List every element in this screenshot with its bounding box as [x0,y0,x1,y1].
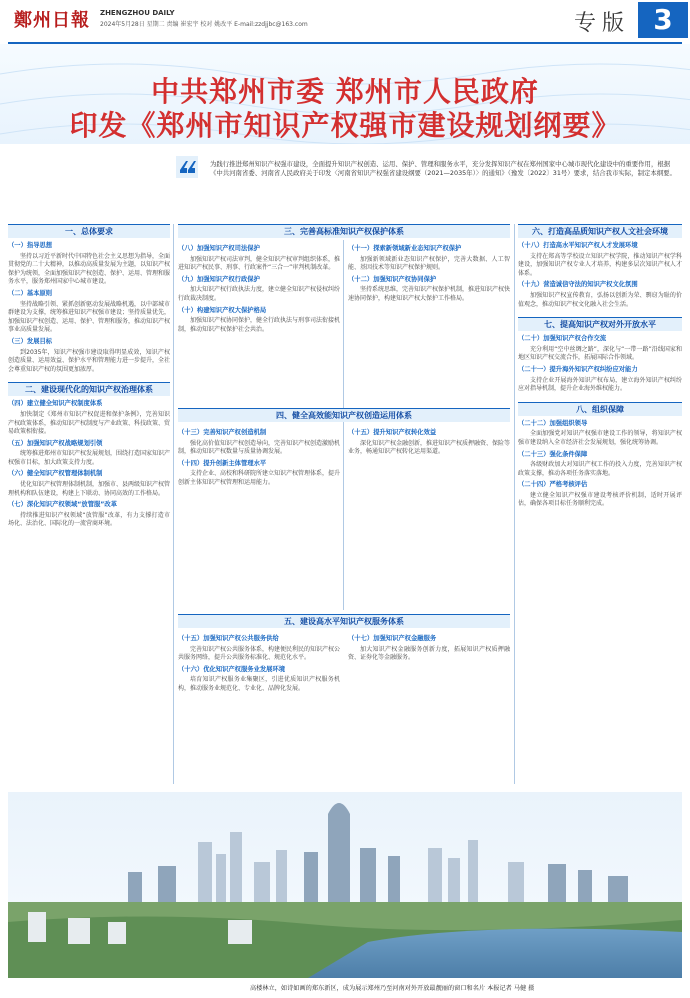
body-text: 充分利用“空中丝绸之路”，深化与“一带一路”沿线国家和地区知识产权交流合作，拓展国际合作领域。 [518,345,682,362]
section-heading: 八、组织保障 [518,402,682,416]
issue-info: 2024年5月28日 星期二 责编 崔宏宇 校对 姚改平 E-mail:zzdjjbc@163.com [100,21,308,28]
body-text: 支持企业、高校和科研院所建立知识产权管理体系，提升创新主体知识产权管理和运用能力。 [178,470,340,486]
subheading: （一）指导思想 [8,242,53,249]
subheading: （十一）探索新领域新业态知识产权保护 [348,245,462,252]
body-text: 加大知识产权行政执法力度，建立健全知识产权侵权纠纷行政裁决制度。 [178,286,340,302]
column-divider [343,240,344,610]
subheading: （十六）优化知识产权服务业发展环境 [178,665,286,673]
body-text: 坚持战略引领、紧抓创新驱动发展战略机遇，以中部城市群建设为支撑，统筹推进知识产权强市建设；坚持质量优先，加强知识产权创造、运用、保护、管理和服务，推动知识产权事业高质量发展。 [8,300,170,334]
section-heading: 二、建设现代化的知识产权治理体系 [8,382,170,396]
subheading: （十七）加强知识产权金融服务 [348,635,437,642]
body-text: 各级财政加大对知识产权工作的投入力度，完善知识产权政策支撑，推动各项任务落实落地。 [518,461,682,477]
photo-caption: 高楼林立，如诗如画的郑东新区，成为展示郑州乃至河南对外开放最靓丽的窗口和名片 本报记者 马健 摄 [250,985,535,992]
city-skyline-photo [8,792,682,978]
subheading: （二十四）严格考核评估 [518,481,588,489]
column-2a [178,242,340,402]
subheading: （二）基本原则 [8,289,53,297]
column-2c [178,426,340,606]
subheading: （五）加强知识产权战略规划引领 [8,439,103,447]
subheading: （十八）打造高水平知识产权人才发展环境 [518,242,638,249]
column-2d [348,426,510,606]
subheading: （六）健全知识产权管理体制机制 [8,470,103,478]
body-text: 加强知识产权宣传教育，弘扬以创新为荣、剽窃为耻的价值观念，推动知识产权文化融入社会生活。 [518,291,682,308]
body-text: 坚持系统思维，完善知识产权保护机制，推进知识产权快速协同保护，构建知识产权大保护工作格局。 [348,286,510,302]
section-label: 专版 [574,11,631,36]
subheading: （二十二）加强组织领导 [518,419,588,427]
body-text: 支持在郑高等学校设立知识产权学院，推动知识产权学科建设，加强知识产权专业人才培养，构建多层次知识产权人才体系。 [518,252,682,277]
section-heading: 三、完善高标准知识产权保护体系 [178,224,510,238]
subheading: （四）建立健全知识产权制度体系 [8,400,103,408]
body-text: 加大知识产权金融服务创新力度，拓展知识产权质押融资、证券化等金融服务。 [348,645,510,662]
body-text: 全面加强党对知识产权强市建设工作的领导，将知识产权强市建设纳入全市经济社会发展规划，强化统筹协调。 [518,430,682,446]
subheading: （十三）完善知识产权创造机制 [178,429,267,436]
subheading: （十五）加强知识产权公共服务供给 [178,635,279,642]
body-text: 统筹推进郑州市知识产权发展规划，围绕打造国家知识产权强市目标，加大政策支持力度。 [8,450,170,466]
masthead [0,0,690,42]
body-text: 加强新领域新业态知识产权保护，完善大数据、人工智能、基因技术等知识产权保护规则。 [348,255,510,272]
subheading: （七）深化知识产权领域“放管服”改革 [8,501,118,509]
column-2-heading-row [178,614,510,630]
subheading: （十）构建知识产权大保护格局 [178,306,267,314]
subheading: （二十）加强知识产权合作交流 [518,335,607,343]
subheading: （十九）营造诚信守法的知识产权文化氛围 [518,281,638,289]
section-heading: 四、健全高效能知识产权创造运用体系 [178,408,510,422]
column-1 [8,224,170,784]
body-text: 完善知识产权公共服务体系，构建便民利民的知识产权公共服务网络，提升公共服务标准化、规范化水平。 [178,645,340,662]
body-text: 建立健全知识产权强市建设考核评价机制，适时开展评估，确保各项目标任务顺利完成。 [518,491,682,508]
subheading: （三）发展目标 [8,337,53,345]
headline-line-2: 印发《郑州市知识产权强市建设规划纲要》 [69,109,621,142]
subheading: （二十一）提升海外知识产权纠纷应对能力 [518,365,638,373]
column-2-heading-row [178,408,510,424]
newspaper-name-en: ZHENGZHOU DAILY [100,9,175,17]
body-text: 加强知识产权协同保护，健全行政执法与刑事司法衔接机制，推动知识产权保护社会共治。 [178,317,340,333]
subheading: （八）加强知识产权司法保护 [178,245,260,252]
subheading: （九）加强知识产权行政保护 [178,275,260,283]
newspaper-logo: 鄭州日報 [14,10,90,31]
body-text: 坚持以习近平新时代中国特色社会主义思想为指导，全面贯彻党的二十大精神，以推动高质量发展为主题，以知识产权保护为统领，全面加强知识产权创造、保护、运用、管理和服务水平，服务郑州国家中心城市建设。 [8,252,170,286]
subheading: （二十三）强化条件保障 [518,450,588,458]
lead-quote-icon [176,156,198,178]
body-text: 到2035年，知识产权强市建设取得明显成效，知识产权创造质量、运用效益、保护水平和管理能力进一步提升，全社会尊重知识产权的氛围更加浓厚。 [8,348,170,373]
column-2e [178,632,340,784]
column-3 [518,224,682,784]
headline-line-1: 中共郑州市委 郑州市人民政府 [151,75,539,108]
column-divider [514,224,515,784]
column-2-heading-row [178,224,510,240]
section-heading: 七、提高知识产权对外开放水平 [518,317,682,331]
subheading: （十五）提升知识产权转化效益 [348,429,437,436]
column-2f [348,632,510,784]
section-heading: 六、打造高品质知识产权人文社会环境 [518,224,682,238]
subheading: （十四）提升创新主体管理水平 [178,459,267,467]
section-heading: 五、建设高水平知识产权服务体系 [178,614,510,628]
body-text: 深化知识产权金融创新，推进知识产权质押融资、保险等业务，畅通知识产权转化运用渠道。 [348,439,510,456]
column-2b [348,242,510,402]
lead-paragraph: 为践行推进郑州知识产权强市建设，全面提升知识产权创造、运用、保护、管理和服务水平，充分发挥知识产权在郑州国家中心城市现代化建设中的重要作用，根据《中共河南省委、河南省人民政府关于印发〈河南省知识产权强省建设纲要（2021—2035年）〉的通知》（豫发〔2022〕31号）要求，结合我市实际，制定本纲要。 [210,160,676,177]
body-text: 加快制定《郑州市知识产权促进和保护条例》，完善知识产权政策体系，推动知识产权制度与产业政策、科技政策、贸易政策相衔接。 [8,410,170,436]
column-divider [173,224,174,784]
body-text: 强化高价值知识产权创造导向，完善知识产权创造激励机制，推动知识产权数量与质量协调发展。 [178,439,340,456]
body-text: 优化知识产权管理体制机制，加强市、县两级知识产权管理机构和队伍建设，构建上下联动、协同高效的工作格局。 [8,481,170,497]
body-text: 支持企业开展海外知识产权布局，建立海外知识产权纠纷应对指导机制，提升企业海外维权能力。 [518,376,682,393]
body-text: 加强知识产权司法审判，健全知识产权审判组织体系，推进知识产权民事、刑事、行政案件“三合一”审判机制改革。 [178,255,340,272]
body-text: 持续推进知识产权领域“放管服”改革，有力支撑打造市场化、法治化、国际化的一流营商环境。 [8,511,170,528]
section-heading: 一、总体要求 [8,224,170,238]
page-number: 3 [638,2,688,38]
subheading: （十二）加强知识产权协同保护 [348,275,437,283]
body-text: 培育知识产权服务业集聚区，引进优质知识产权服务机构，推动服务业规范化、专业化、品牌化发展。 [178,676,340,692]
